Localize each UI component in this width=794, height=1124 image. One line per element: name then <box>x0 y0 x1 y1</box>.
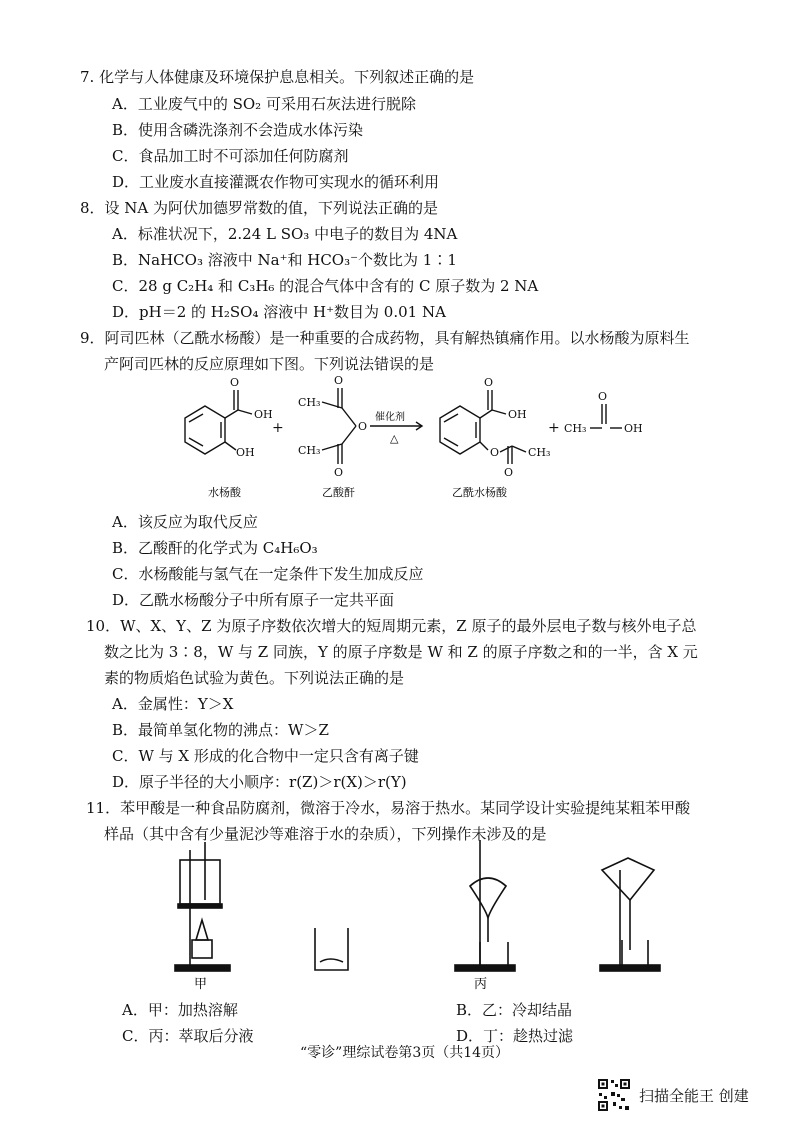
qr-code-icon <box>597 1078 631 1112</box>
svg-text:O: O <box>598 390 608 403</box>
page-footer: “零诊”理综试卷第3页（共14页） <box>300 1045 510 1061</box>
q7-option-a: A．工业废气中的 SO₂ 可采用石灰法进行脱除 <box>112 95 416 113</box>
q10-stem-line2: 数之比为 3∶8，W 与 Z 同族，Y 的原子序数是 W 和 Z 的原子序数之和的一半，含 X 元 <box>104 643 698 661</box>
svg-text:O: O <box>358 420 368 433</box>
svg-text:CH₃: CH₃ <box>298 444 321 457</box>
apparatus-jia <box>175 842 230 971</box>
apparatus-yi <box>315 928 348 970</box>
q8-stem: 8．设 NA 为阿伏加德罗常数的值，下列说法正确的是 <box>80 199 439 217</box>
aspirin-ring <box>440 406 480 454</box>
svg-text:O: O <box>484 376 494 389</box>
label-jia: 甲 <box>194 977 208 992</box>
q7-stem: 7. 化学与人体健康及环境保护息息相关。下列叙述正确的是 <box>80 68 475 86</box>
apparatus-ding <box>600 858 660 971</box>
heat-symbol: △ <box>390 432 399 445</box>
scanner-watermark <box>597 1078 749 1112</box>
q8-option-c: C．28 g C₂H₄ 和 C₃H₆ 的混合气体中含有的 C 原子数为 2 NA <box>112 277 539 295</box>
label-salicylic-acid: 水杨酸 <box>208 486 241 499</box>
svg-text:CH₃: CH₃ <box>298 396 321 409</box>
lab-apparatus-diagram <box>150 830 670 1000</box>
scanner-brand-text: 扫描全能王 创建 <box>639 1086 749 1105</box>
q9-stem-line2: 产阿司匹林的反应原理如下图。下列说法错误的是 <box>104 355 435 373</box>
q10-option-c: C．W 与 X 形成的化合物中一定只含有离子键 <box>112 747 419 765</box>
svg-text:O: O <box>334 374 344 387</box>
q8-option-b: B．NaHCO₃ 溶液中 Na⁺和 HCO₃⁻个数比为 1∶1 <box>112 251 457 269</box>
q10-option-a: A．金属性：Y＞X <box>112 695 234 713</box>
q11-stem-line1: 11．苯甲酸是一种食品防腐剂，微溶于冷水，易溶于热水。某同学设计实验提纯某粗苯甲酸 <box>86 799 691 817</box>
svg-text:OH: OH <box>254 408 273 421</box>
svg-text:CH₃: CH₃ <box>528 446 551 459</box>
svg-text:+: + <box>272 420 284 436</box>
svg-text:O: O <box>490 446 500 459</box>
q11-option-d: D．丁：趁热过滤 <box>456 1027 574 1045</box>
svg-text:O: O <box>334 466 344 479</box>
q7-option-b: B．使用含磷洗涤剂不会造成水体污染 <box>112 121 364 139</box>
q10-stem-line1: 10．W、X、Y、Z 为原子序数依次增大的短周期元素，Z 原子的最外层电子数与核外电子总 <box>86 617 697 635</box>
svg-text:O: O <box>504 466 514 479</box>
label-bing: 丙 <box>474 977 488 992</box>
q10-stem-line3: 素的物质焰色试验为黄色。下列说法正确的是 <box>104 669 405 687</box>
q8-option-d: D．pH＝2 的 H₂SO₄ 溶液中 H⁺数目为 0.01 NA <box>112 303 446 321</box>
q7-option-c: C．食品加工时不可添加任何防腐剂 <box>112 147 349 165</box>
label-acetic-anhydride: 乙酸酐 <box>322 486 355 499</box>
q8-option-a: A．标准状况下，2.24 L SO₃ 中电子的数目为 4NA <box>112 225 458 243</box>
svg-text:O: O <box>230 376 240 389</box>
q9-option-c: C．水杨酸能与氢气在一定条件下发生加成反应 <box>112 565 424 583</box>
apparatus-bing <box>455 840 515 971</box>
svg-text:OH: OH <box>624 422 643 435</box>
q9-option-d: D．乙酰水杨酸分子中所有原子一定共平面 <box>112 591 395 609</box>
svg-text:OH: OH <box>236 446 255 459</box>
svg-text:+: + <box>548 420 560 436</box>
catalyst-label: 催化剂 <box>375 412 405 423</box>
label-aspirin: 乙酰水杨酸 <box>452 486 507 499</box>
q9-option-b: B．乙酸酐的化学式为 C₄H₆O₃ <box>112 539 318 557</box>
q10-option-b: B．最简单氢化物的沸点：W＞Z <box>112 721 329 739</box>
aspirin-reaction-diagram <box>170 368 650 508</box>
q7-option-d: D．工业废水直接灌溉农作物可实现水的循环利用 <box>112 173 440 191</box>
q9-option-a: A．该反应为取代反应 <box>112 513 258 531</box>
q11-option-b: B．乙：冷却结晶 <box>456 1001 573 1019</box>
q9-stem-line1: 9．阿司匹林（乙酰水杨酸）是一种重要的合成药物，具有解热镇痛作用。以水杨酸为原料生 <box>80 329 690 347</box>
svg-text:CH₃: CH₃ <box>564 422 587 435</box>
q10-option-d: D．原子半径的大小顺序：r(Z)＞r(X)＞r(Y) <box>112 773 407 791</box>
q11-stem-line2: 样品（其中含有少量泥沙等难溶于水的杂质），下列操作未涉及的是 <box>104 825 547 843</box>
q11-option-a: A．甲：加热溶解 <box>122 1001 238 1019</box>
salicylic-acid-ring <box>185 406 225 454</box>
svg-text:OH: OH <box>508 408 527 421</box>
q11-option-c: C．丙：萃取后分液 <box>122 1027 254 1045</box>
